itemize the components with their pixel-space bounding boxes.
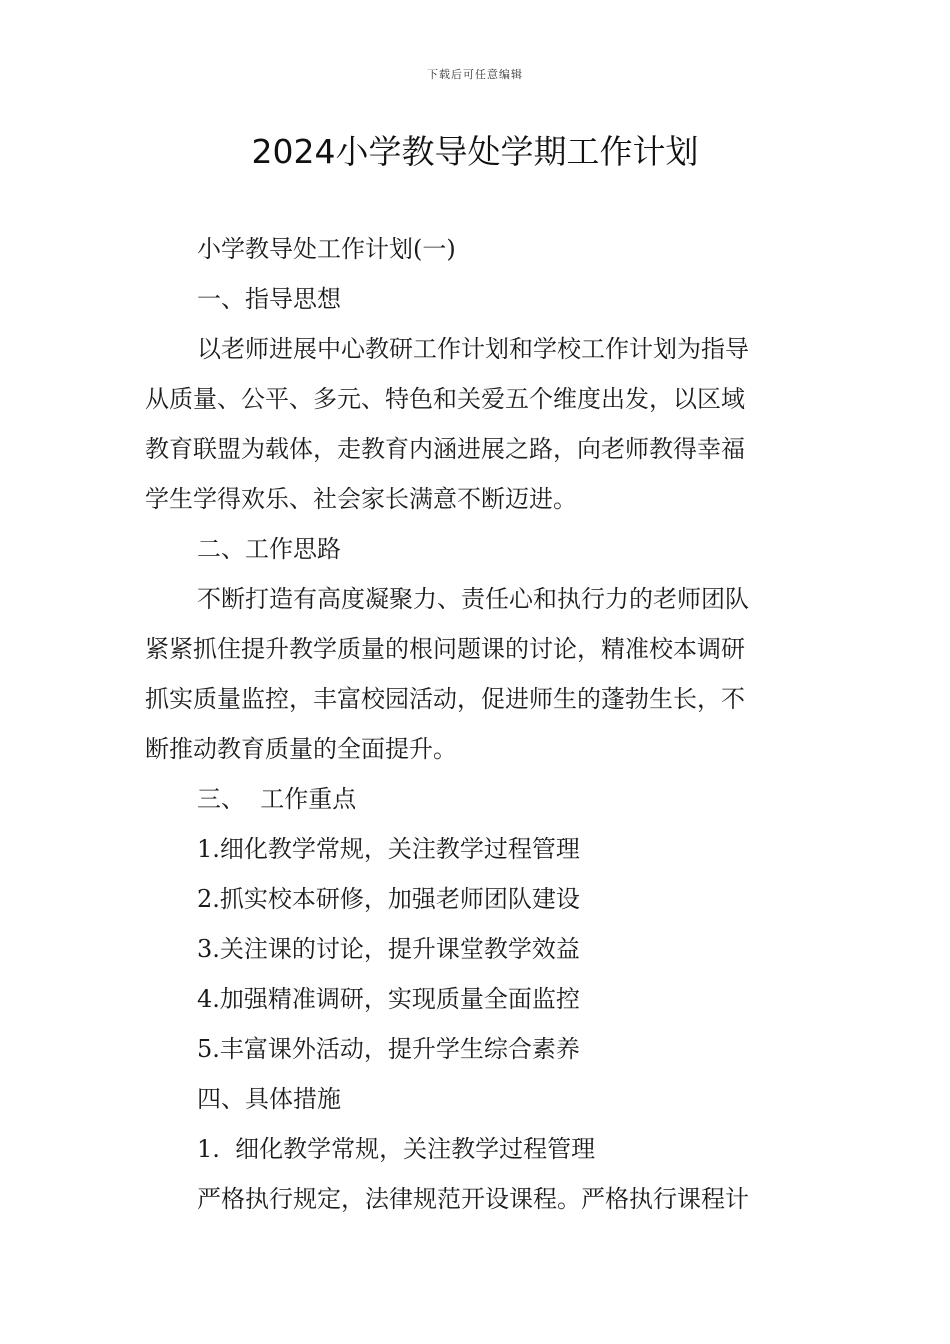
paragraph-line: 抓实质量监控，丰富校园活动，促进师生的蓬勃生长，不 — [145, 685, 745, 713]
section-subtitle: 小学教导处工作计划(一) — [197, 235, 456, 263]
paragraph-line: 以老师进展中心教研工作计划和学校工作计划为指导 — [197, 335, 749, 363]
focus-item: 1.细化教学常规，关注教学过程管理 — [197, 835, 580, 863]
paragraph-line: 教育联盟为载体，走教育内涵进展之路，向老师教得幸福 — [145, 435, 745, 463]
focus-item: 3.关注课的讨论，提升课堂教学效益 — [197, 935, 580, 963]
focus-item: 5.丰富课外活动，提升学生综合素养 — [197, 1035, 580, 1063]
paragraph-line: 从质量、公平、多元、特色和关爱五个维度出发，以区域 — [145, 385, 745, 413]
paragraph-line: 不断打造有高度凝聚力、责任心和执行力的老师团队 — [197, 585, 749, 613]
heading-work-approach: 二、工作思路 — [197, 535, 341, 563]
document-body — [145, 224, 810, 1224]
focus-item: 2.抓实校本研修，加强老师团队建设 — [197, 885, 580, 913]
heading-work-focus: 三、 工作重点 — [197, 785, 357, 813]
paragraph-line: 紧紧抓住提升教学质量的根问题课的讨论，精准校本调研 — [145, 635, 745, 663]
focus-item: 4.加强精准调研，实现质量全面监控 — [197, 985, 580, 1013]
heading-specific-measures: 四、具体措施 — [197, 1085, 341, 1113]
document-title: 2024小学教导处学期工作计划 — [251, 132, 699, 171]
paragraph-line: 学生学得欢乐、社会家长满意不断迈进。 — [145, 485, 577, 513]
paragraph-line: 严格执行规定，法律规范开设课程。严格执行课程计 — [197, 1185, 749, 1213]
heading-guiding-ideology: 一、指导思想 — [197, 285, 341, 313]
measure-item: 1. 细化教学常规，关注教学过程管理 — [197, 1135, 596, 1163]
download-note: 下载后可任意编辑 — [427, 68, 523, 81]
paragraph-line: 断推动教育质量的全面提升。 — [145, 735, 457, 763]
